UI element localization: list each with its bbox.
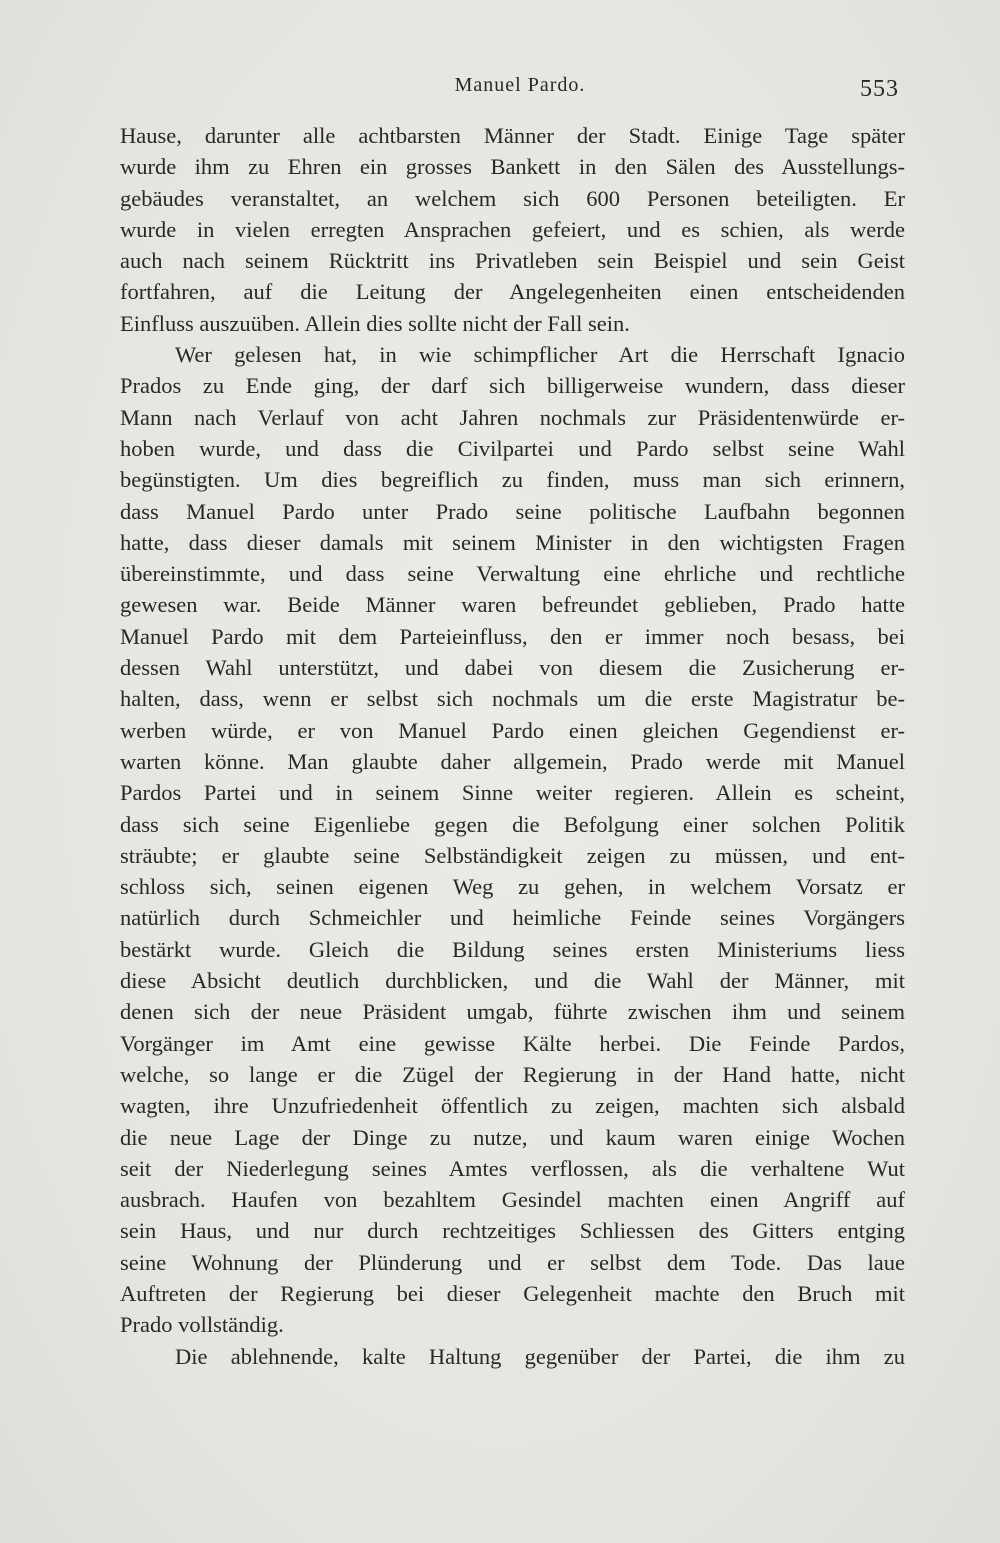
text-line: warten könne. Man glaubte daher allgemein, Prado werde mit Manuel (120, 748, 905, 774)
text-line: seit der Niederlegung seines Amtes verflossen, als die verhaltene Wut (120, 1155, 905, 1181)
body-text (120, 120, 905, 1372)
text-line: dessen Wahl unterstützt, und dabei von diesem die Zusicherung er- (120, 655, 905, 681)
text-line: ausbrach. Haufen von bezahltem Gesindel machten einen Angriff auf (120, 1187, 905, 1213)
text-line: gewesen war. Beide Männer waren befreundet geblieben, Prado hatte (120, 592, 905, 618)
text-line: Vorgänger im Amt eine gewisse Kälte herbei. Die Feinde Pardos, (120, 1030, 905, 1056)
text-line: denen sich der neue Präsident umgab, führte zwischen ihm und seinem (120, 999, 905, 1025)
text-line: natürlich durch Schmeichler und heimliche Feinde seines Vorgängers (120, 905, 905, 931)
text-line: dass sich seine Eigenliebe gegen die Befolgung einer solchen Politik (120, 811, 905, 837)
text-line: Einfluss auszuüben. Allein dies sollte nicht der Fall sein. (120, 310, 630, 336)
text-line: wurde ihm zu Ehren ein grosses Bankett in den Sälen des Ausstellungs- (120, 154, 905, 180)
text-line: fortfahren, auf die Leitung der Angelegenheiten einen entscheidenden (120, 279, 905, 305)
text-line: diese Absicht deutlich durchblicken, und die Wahl der Männer, mit (120, 968, 905, 994)
text-line: begünstigten. Um dies begreiflich zu finden, muss man sich erinnern, (120, 467, 905, 493)
text-line: hoben wurde, und dass die Civilpartei und Pardo selbst seine Wahl (120, 435, 905, 461)
text-line: übereinstimmte, und dass seine Verwaltung eine ehrliche und rechtliche (120, 561, 905, 587)
text-line: Wer gelesen hat, in wie schimpflicher Art die Herrschaft Ignacio (175, 342, 905, 368)
text-line: Pardos Partei und in seinem Sinne weiter regieren. Allein es scheint, (120, 780, 905, 806)
paragraph (120, 120, 905, 339)
text-line: welche, so lange er die Zügel der Regierung in der Hand hatte, nicht (120, 1061, 905, 1087)
text-line: Mann nach Verlauf von acht Jahren nochmals zur Präsidentenwürde er- (120, 404, 905, 430)
text-line: Auftreten der Regierung bei dieser Gelegenheit machte den Bruch mit (120, 1280, 905, 1306)
text-line: die neue Lage der Dinge zu nutze, und kaum waren einige Wochen (120, 1124, 905, 1150)
text-line: Prado vollständig. (120, 1312, 284, 1338)
paragraph (120, 339, 905, 1341)
text-line: Prados zu Ende ging, der darf sich billigerweise wundern, dass dieser (120, 373, 905, 399)
text-line: wurde in vielen erregten Ansprachen gefeiert, und es schien, als werde (120, 216, 905, 242)
text-line: sträubte; er glaubte seine Selbständigkeit zeigen zu müssen, und ent- (120, 842, 905, 868)
running-head (0, 70, 1000, 104)
text-line: auch nach seinem Rücktritt ins Privatleben sein Beispiel und sein Geist (120, 248, 905, 274)
text-line: wagten, ihre Unzufriedenheit öffentlich zu zeigen, machten sich alsbald (120, 1093, 905, 1119)
text-line: werben würde, er von Manuel Pardo einen gleichen Gegendienst er- (120, 717, 905, 743)
paragraph (120, 1341, 905, 1372)
text-line: Hause, darunter alle achtbarsten Männer der Stadt. Einige Tage später (120, 123, 905, 148)
text-line: Manuel Pardo mit dem Parteieinfluss, den er immer noch besass, bei (120, 623, 905, 649)
text-line: dass Manuel Pardo unter Prado seine politische Laufbahn begonnen (120, 498, 905, 524)
text-line: sein Haus, und nur durch rechtzeitiges Schliessen des Gitters entging (120, 1218, 905, 1244)
text-line: halten, dass, wenn er selbst sich nochmals um die erste Magistratur be- (120, 686, 905, 712)
page-number: 553 (860, 76, 899, 102)
text-line: bestärkt wurde. Gleich die Bildung seines ersten Ministeriums liess (120, 936, 905, 962)
text-line: seine Wohnung der Plünderung und er selbst dem Tode. Das laue (120, 1249, 905, 1275)
text-line: gebäudes veranstaltet, an welchem sich 600 Personen beteiligten. Er (120, 185, 905, 211)
text-line: hatte, dass dieser damals mit seinem Minister in den wichtigsten Fragen (120, 529, 905, 555)
running-title: Manuel Pardo. (454, 74, 586, 96)
text-line: schloss sich, seinen eigenen Weg zu gehen, in welchem Vorsatz er (120, 874, 905, 900)
text-line: Die ablehnende, kalte Haltung gegenüber der Partei, die ihm zu (175, 1343, 905, 1369)
